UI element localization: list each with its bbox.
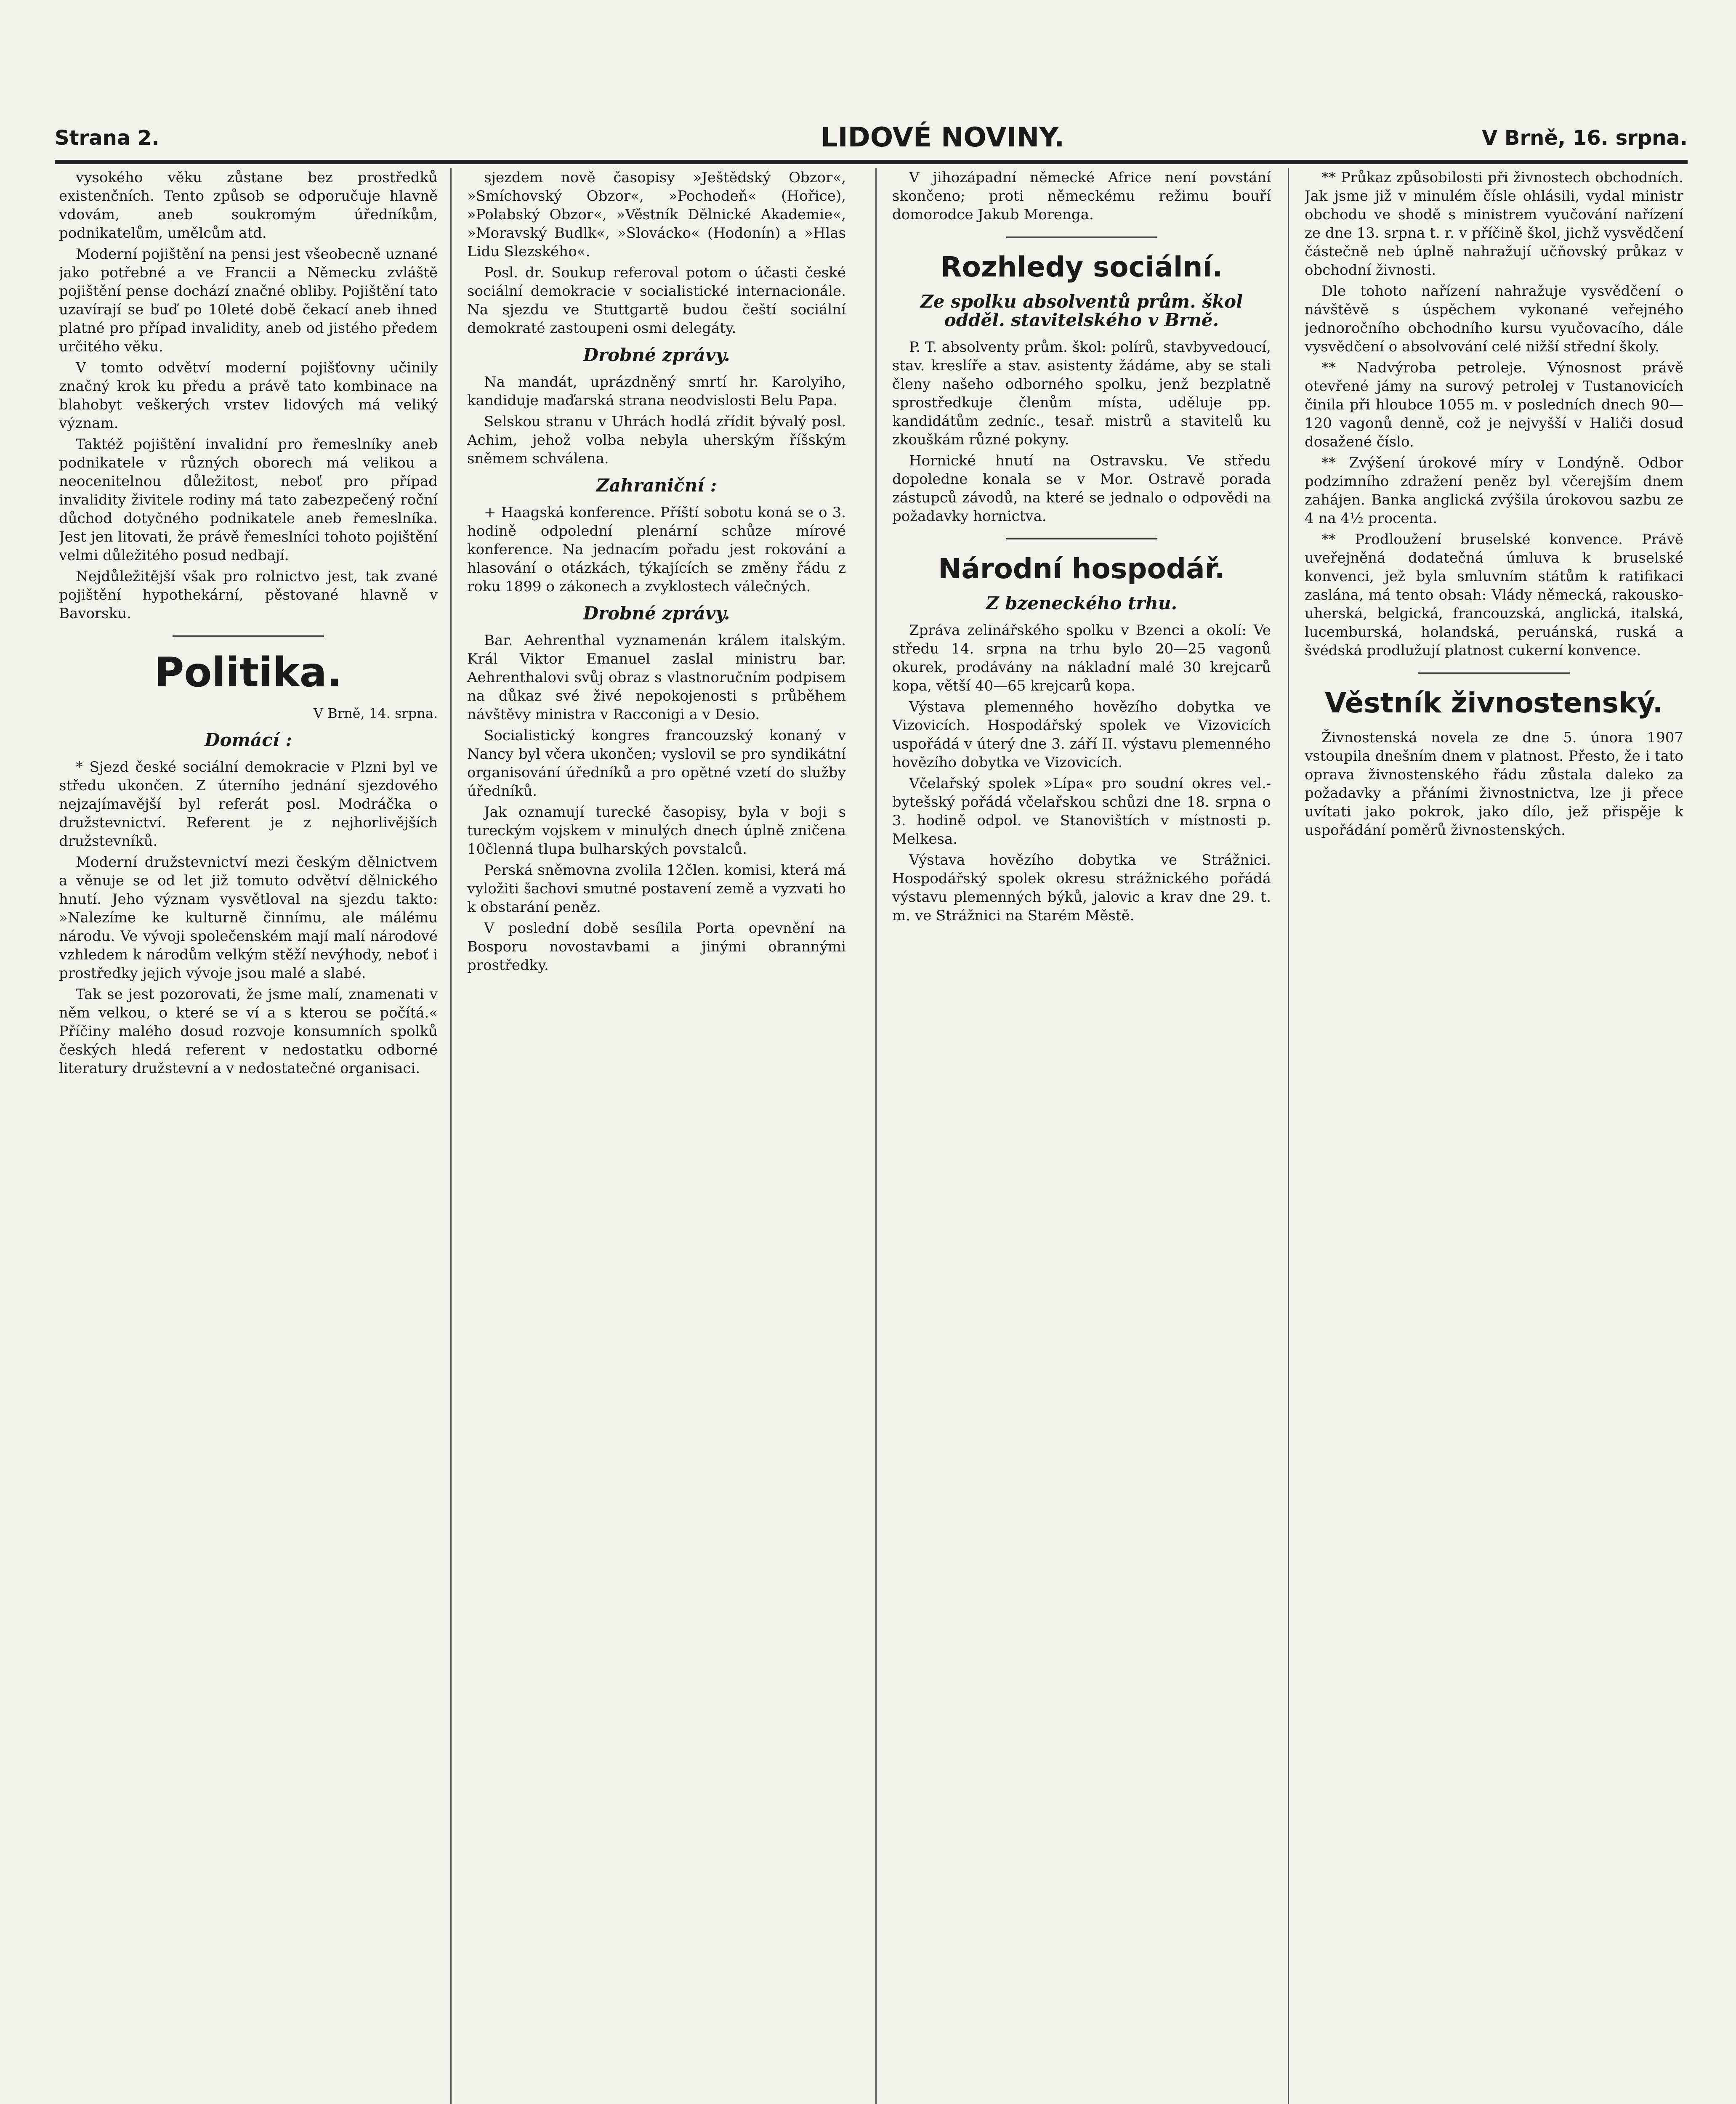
- article-paragraph: Zpráva zelinářského spolku v Bzenci a okolí: Ve středu 14. srpna na trhu bylo 20—25 vagonů okurek, prodávány na nákladní malé 30 krejcarů kopa, větší 40—65 krejcarů kopa.: [892, 622, 1271, 694]
- subsection-heading-zahranicni: Zahraniční :: [596, 475, 717, 496]
- article-paragraph: Moderní pojištění na pensi jest všeobecně uznané jako potřebné a ve Francii a Německu zvláště pojištění pense dochází značné obliby. Pojištění tato uzavírají se buď po 10leté době čekací aneb ihned platné pro případ invalidity, aneb od jistého předem určitého věku.: [59, 246, 438, 355]
- subsection-heading-domaci: Domácí :: [205, 730, 292, 750]
- article-paragraph: Hornické hnutí na Ostravsku. Ve středu dopoledne konala se v Mor. Ostravě porada zástupců závodů, na které se jednalo o odpovědi na požadavky hornictva.: [892, 452, 1271, 525]
- article-paragraph: Tak se jest pozorovati, že jsme malí, znamenati v něm velkou, o které se ví a s kterou se počítá.« Příčiny malého dosud rozvoje konsumních spolků českých hledá referent v nedostatku odborné literatury družstevní a v nedostatečné organisaci.: [59, 986, 438, 1077]
- article-paragraph: + Haagská konference. Příští sobotu koná se o 3. hodině odpolední plenární schůze mírové konference. Na jednacím pořadu jest rokování a hlasování o otázkách, týkajících se změny řádu z roku 1899 o zákonech a zvyklostech válečných.: [467, 504, 846, 595]
- article-paragraph: Jak oznamují turecké časopisy, byla v boji s tureckým vojskem v minulých dnech úplně zničena 10členná tlupa bulharských povstalců.: [467, 804, 846, 858]
- divider: [173, 635, 324, 637]
- section-heading-politika: Politika.: [154, 649, 342, 696]
- article-paragraph: sjezdem nově časopisy »Ještědský Obzor«, »Smíchovský Obzor«, »Pochodeň« (Hořice), »Polabský Obzor«, »Věstník Dělnické Akademie«, »Moravský Budlk«, »Slovácko« (Hodonín) a »Hlas Lidu Slezského«.: [467, 169, 846, 260]
- subsection-heading: Z bzeneckého trhu.: [986, 593, 1178, 614]
- article-paragraph: Živnostenská novela ze dne 5. února 1907 vstoupila dnešním dnem v platnost. Přesto, že i tato oprava živnostenského řádu zůstala daleko za požadavky a přáními živnostnictva, lze ji přece uvítati jako pokrok, jako dílo, jež přispěje k uspořádání poměrů živnostenských.: [1305, 729, 1683, 839]
- article-paragraph: ** Nadvýroba petroleje. Výnosnost právě otevřené jámy na surový petrolej v Tustanovicích činila při hloubce 1055 m. v posledních dnech 90—120 vagonů denně, což je nejvyšší v Haliči dosud dosažené číslo.: [1305, 359, 1683, 450]
- section-heading-narodni: Národní hospodář.: [938, 553, 1225, 585]
- article-paragraph: Perská sněmovna zvolila 12člen. komisi, která má vyložiti šachovi smutné postavení země a vyzvati ho k obstarání peněz.: [467, 862, 846, 916]
- column-4: [1305, 168, 1683, 2104]
- section-heading-vestnik: Věstník živnostenský.: [1325, 687, 1663, 719]
- article-paragraph: ** Prodloužení bruselské konvence. Právě uveřejněná dodatečná úmluva k bruselské konvenci, jež byla smluvním státům k ratifikaci zaslána, má tento obsah: Vlády německá, rakousko-uherská, belgická, francouzská, anglická, italská, lucemburská, holandská, peruánská, ruská a švédská prodlužují platnost cukerní konvence.: [1305, 531, 1683, 659]
- column-1: [59, 168, 438, 2104]
- article-paragraph: ** Průkaz způsobilosti při živnostech obchodních. Jak jsme již v minulém čísle ohlásili, vydal ministr obchodu ve shodě s ministrem vyučování nařízení ze dne 13. srpna t. r. v příčině škol, jichž vysvědčení částečně neb úplně nahražují učňovský průkaz v obchodní živnosti.: [1305, 169, 1683, 279]
- section-date: V Brně, 14. srpna.: [313, 705, 438, 721]
- article-paragraph: Socialistický kongres francouzský konaný v Nancy byl včera ukončen; vyslovil se pro syndikátní organisování úředníků a pro opětné vzetí do služby úředníků.: [467, 727, 846, 800]
- article-paragraph: Posl. dr. Soukup referoval potom o účasti české sociální demokracie v socialistické internacionále. Na sjezdu ve Stuttgartě budou čeští sociální demokraté zastoupeni osmi delegáty.: [467, 264, 846, 337]
- column-3: [892, 168, 1271, 2104]
- article-paragraph: Dle tohoto nařízení nahražuje vysvědčení o návštěvě s úspěchem vykonané veřejného jednoročního obchodního kursu vyučovacího, dále vysvědčení o absolvování celé nižší střední školy.: [1305, 283, 1683, 355]
- place-date: V Brně, 16. srpna.: [1482, 126, 1688, 150]
- article-paragraph: Na mandát, uprázdněný smrtí hr. Karolyiho, kandiduje maďarská strana neodvislosti Belu Papa.: [467, 374, 846, 409]
- column-rule: [450, 168, 452, 2104]
- article-paragraph: Včelařský spolek »Lípa« pro soudní okres vel.-bytešský pořádá včelařskou schůzi dne 18. srpna o 3. hodině odpol. ve Stanovištích v místnosti p. Melkesa.: [892, 775, 1271, 847]
- article-paragraph: Selskou stranu v Uhrách hodlá zřídit bývalý posl. Achim, jehož volba nebyla uherským říšským sněmem schválena.: [467, 413, 846, 467]
- article-paragraph: vysokého věku zůstane bez prostředků existenčních. Tento způsob se odporučuje hlavně vdovám, aneb soukromým úředníkům, podnikatelům, umělcům atd.: [59, 169, 438, 242]
- section-heading-rozhledy: Rozhledy sociální.: [940, 251, 1223, 283]
- newspaper-title: LIDOVÉ NOVINY.: [821, 122, 1065, 153]
- article-paragraph: V poslední době sesílila Porta opevnění na Bosporu novostavbami a jinými obrannými prostředky.: [467, 920, 846, 974]
- article-paragraph: V jihozápadní německé Africe není povstání skončeno; proti německému režimu bouří domorodce Jakub Morenga.: [892, 169, 1271, 223]
- subsection-heading: Ze spolku absolventů prům. škol odděl. stavitelského v Brně.: [920, 291, 1243, 330]
- divider: [1006, 236, 1157, 238]
- column-rule: [875, 168, 877, 2104]
- article-paragraph: P. T. absolventy prům. škol: polírů, stavbyvedoucí, stav. kreslíře a stav. asistenty žádáme, aby se stali členy našeho odborného spolku, jenž bezplatně sprostředkuje členům místa, uděluje pp. kandidátům zedníc., tesař. mistrů a stavitelů ku zkouškám různé pokyny.: [892, 339, 1271, 448]
- article-paragraph: Taktéž pojištění invalidní pro řemeslníky aneb podnikatele v různých oborech má velikou a neocenitelnou důležitost, neboť pro případ invalidity živitele rodiny má tato zabezpečený roční důchod dotyčného podnikatele aneb řemeslníka. Jest jen litovati, že právě řemeslníci tohoto pojištění velmi důležitého posud nedbají.: [59, 436, 438, 564]
- subsection-heading-drobne: Drobné zprávy.: [583, 603, 730, 624]
- article-paragraph: Bar. Aehrenthal vyznamenán králem italským. Král Viktor Emanuel zaslal ministru bar. Aehrenthalovi svůj obraz s vlastnoručním podpisem na důkaz své živé nepokojenosti s průběhem návštěvy ministra v Racconigi a v Desio.: [467, 632, 846, 723]
- masthead: [55, 118, 1688, 164]
- divider: [1006, 538, 1157, 539]
- page-number: Strana 2.: [55, 126, 160, 150]
- subsection-heading-drobne: Drobné zprávy.: [583, 345, 730, 365]
- article-paragraph: * Sjezd české sociální demokracie v Plzni byl ve středu ukončen. Z úterního jednání sjezdového nejzajímavější byl referát posl. Modráčka o družstevnictví. Referent je z nejhorlivějších družstevníků.: [59, 759, 438, 850]
- column-rule: [1288, 168, 1289, 2104]
- divider: [1418, 672, 1570, 674]
- article-paragraph: Výstava plemenného hovězího dobytka ve Vizovicích. Hospodářský spolek ve Vizovicích uspořádá v úterý dne 3. září II. výstavu plemenného hovězího dobytka ve Vizovicích.: [892, 699, 1271, 771]
- article-paragraph: Moderní družstevnictví mezi českým dělnictvem a věnuje se od let již tomuto odvětví dělnického hnutí. Jeho význam vysvětloval na sjezdu takto: »Nalezíme ke kulturně činnímu, ale málému národu. Ve vývoji společenském mají malí národové vzhledem k národům velkým stěží nevýhody, neboť i prostředky jejich vývoje jsou malé a slabé.: [59, 854, 438, 982]
- article-paragraph: V tomto odvětví moderní pojišťovny učinily značný krok ku předu a právě tato kombinace na blahobyt veškerých vrstev lidových má veliký význam.: [59, 359, 438, 432]
- article-paragraph: Výstava hovězího dobytka ve Strážnici. Hospodářský spolek okresu strážnického pořádá výstavu plemenných býků, jalovic a krav dne 29. t. m. ve Strážnici na Starém Městě.: [892, 852, 1271, 924]
- article-paragraph: Nejdůležitější však pro rolnictvo jest, tak zvané pojištění hypothekární, pěstované hlavně v Bavorsku.: [59, 568, 438, 622]
- column-2: [467, 168, 846, 2104]
- article-paragraph: ** Zvýšení úrokové míry v Londýně. Odbor podzimního zdražení peněz byl včerejším dnem zahájen. Banka anglická zvýšila úrokovou sazbu ze 4 na 4½ procenta.: [1305, 454, 1683, 527]
